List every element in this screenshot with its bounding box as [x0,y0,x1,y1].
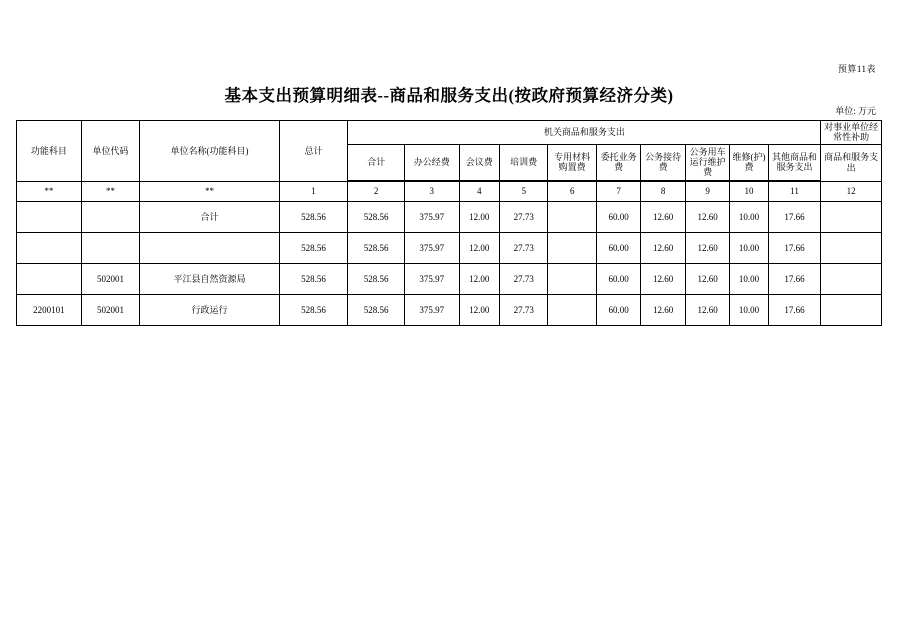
col-header-office-expense: 办公经费 [404,144,459,180]
cell-materials [548,201,597,232]
col-header-subsidy-goods-services: 商品和服务支出 [821,144,882,181]
col-group-header-goods-services: 机关商品和服务支出 [348,121,821,145]
col-header-unit-code: 单位代码 [81,121,140,182]
cell-vehicle: 12.60 [685,263,729,294]
cell-unit-name [140,232,279,263]
cell-entrusted: 60.00 [596,263,640,294]
colnum-total: 1 [279,181,348,201]
colnum-reception: 8 [641,181,685,201]
cell-total: 528.56 [279,263,348,294]
cell-unit-code: 502001 [81,294,140,325]
col-header-vehicle-maintenance: 公务用车运行维护费 [685,144,729,180]
cell-subsidy [821,263,882,294]
cell-office: 375.97 [404,263,459,294]
cell-other: 17.66 [768,263,821,294]
table-row [17,294,882,325]
colnum-materials: 6 [548,181,597,201]
cell-unit-name: 合计 [140,201,279,232]
cell-g1-total: 528.56 [348,263,405,294]
table-row [17,263,882,294]
cell-other: 17.66 [768,294,821,325]
col-header-total: 总计 [279,121,348,182]
cell-materials [548,294,597,325]
colnum-entrusted: 7 [596,181,640,201]
cell-subsidy [821,294,882,325]
col-header-g1-total: 合计 [348,144,405,180]
colnum-functional-code: ** [17,181,82,201]
cell-vehicle: 12.60 [685,294,729,325]
cell-meeting: 12.00 [459,263,499,294]
cell-entrusted: 60.00 [596,232,640,263]
cell-subsidy [821,232,882,263]
cell-training: 27.73 [499,294,548,325]
cell-g1-total: 528.56 [348,294,405,325]
cell-meeting: 12.00 [459,201,499,232]
cell-materials [548,263,597,294]
col-header-official-reception: 公务接待费 [641,144,685,180]
cell-materials [548,232,597,263]
form-code-label: 预算11表 [837,64,876,74]
cell-maintenance: 10.00 [730,232,768,263]
cell-office: 375.97 [404,294,459,325]
cell-unit-code [81,201,140,232]
colnum-other: 11 [768,181,821,201]
table-header-group-row [17,121,882,145]
cell-training: 27.73 [499,232,548,263]
cell-functional-code [17,201,82,232]
cell-entrusted: 60.00 [596,201,640,232]
col-header-meeting-expense: 会议费 [459,144,499,180]
cell-functional-code [17,263,82,294]
colnum-vehicle: 9 [685,181,729,201]
colnum-subsidy: 12 [821,181,882,201]
cell-subsidy [821,201,882,232]
unit-of-measure-label: 单位: 万元 [835,106,876,116]
cell-entrusted: 60.00 [596,294,640,325]
cell-maintenance: 10.00 [730,201,768,232]
cell-unit-code: 502001 [81,263,140,294]
cell-g1-total: 528.56 [348,201,405,232]
col-header-repair-expense: 维修(护)费 [730,144,768,180]
cell-total: 528.56 [279,232,348,263]
cell-reception: 12.60 [641,232,685,263]
cell-meeting: 12.00 [459,294,499,325]
table-row [17,232,882,263]
cell-unit-name: 行政运行 [140,294,279,325]
col-header-other-goods-services: 其他商品和服务支出 [768,144,821,180]
table-column-number-row [17,181,882,201]
col-group-header-subsidy: 对事业单位经常性补助 [821,121,882,145]
cell-functional-code [17,232,82,263]
cell-meeting: 12.00 [459,232,499,263]
cell-vehicle: 12.60 [685,232,729,263]
cell-total: 528.56 [279,201,348,232]
cell-functional-code: 2200101 [17,294,82,325]
cell-unit-name: 平江县自然资源局 [140,263,279,294]
colnum-g1-total: 2 [348,181,405,201]
col-header-entrusted-business: 委托业务费 [596,144,640,180]
colnum-unit-name: ** [140,181,279,201]
cell-maintenance: 10.00 [730,263,768,294]
cell-unit-code [81,232,140,263]
col-header-training-expense: 培训费 [499,144,548,180]
cell-training: 27.73 [499,263,548,294]
cell-total: 528.56 [279,294,348,325]
cell-g1-total: 528.56 [348,232,405,263]
cell-maintenance: 10.00 [730,294,768,325]
cell-office: 375.97 [404,201,459,232]
page-title: 基本支出预算明细表--商品和服务支出(按政府预算经济分类) [224,86,674,105]
cell-other: 17.66 [768,201,821,232]
cell-training: 27.73 [499,201,548,232]
cell-vehicle: 12.60 [685,201,729,232]
cell-other: 17.66 [768,232,821,263]
col-header-functional-code: 功能科目 [17,121,82,182]
cell-reception: 12.60 [641,201,685,232]
cell-reception: 12.60 [641,263,685,294]
colnum-office: 3 [404,181,459,201]
table-row [17,201,882,232]
colnum-training: 5 [499,181,548,201]
col-header-special-materials: 专用材料购置费 [548,144,597,180]
colnum-maintenance: 10 [730,181,768,201]
budget-table [16,120,882,326]
cell-reception: 12.60 [641,294,685,325]
colnum-unit-code: ** [81,181,140,201]
colnum-meeting: 4 [459,181,499,201]
cell-office: 375.97 [404,232,459,263]
col-header-unit-name: 单位名称(功能科目) [140,121,279,182]
